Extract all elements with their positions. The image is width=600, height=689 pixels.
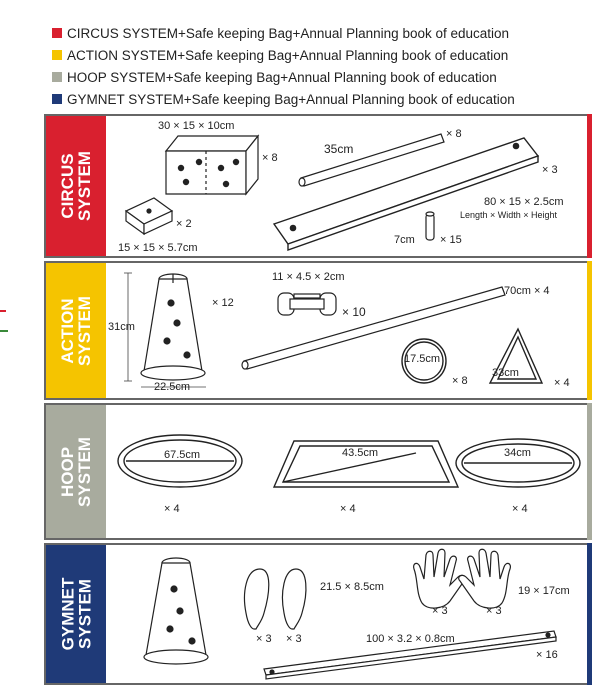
hand-dims-label: 19 × 17cm <box>518 585 570 597</box>
pole-length-label: 35cm <box>324 142 354 156</box>
beam-dims-label: 80 × 15 × 2.5cm <box>484 196 564 208</box>
legend-label: CIRCUS SYSTEM+Safe keeping Bag+Annual Planning book of education <box>67 25 510 41</box>
ladder-dims-label: 100 × 3.2 × 0.8cm <box>366 633 455 645</box>
tab-line: GYMNET <box>58 577 78 651</box>
beam-note-label: Length × Width × Height <box>460 210 558 220</box>
small-block-icon <box>126 198 172 234</box>
stick-label: 70cm × 4 <box>504 285 550 297</box>
peg-length-label: 7cm <box>394 234 415 246</box>
hand-qty-2-label: × 3 <box>486 605 502 617</box>
hoop3-size-label: 34cm <box>504 447 531 459</box>
clip-qty-label: × 10 <box>342 305 366 319</box>
beam-qty-label: × 3 <box>542 164 558 176</box>
legend <box>52 22 515 110</box>
foot-qty-2-label: × 3 <box>286 633 302 645</box>
hand-qty-1-label: × 3 <box>432 605 448 617</box>
gymnet-illustration <box>46 545 594 687</box>
legend-label: ACTION SYSTEM+Safe keeping Bag+Annual Planning book of education <box>67 47 509 63</box>
hoop1-qty-label: × 4 <box>164 503 180 515</box>
hoop-system-panel <box>44 403 592 540</box>
triangle-size-label: 33cm <box>492 367 519 379</box>
hoop2-size-label: 43.5cm <box>342 447 379 459</box>
hoop3-qty-label: × 4 <box>512 503 528 515</box>
hoop-illustration <box>46 405 594 542</box>
hoop1-size-label: 67.5cm <box>164 449 201 461</box>
circus-illustration <box>46 116 594 260</box>
footprint-icon <box>245 569 306 629</box>
action-system-panel <box>44 261 592 400</box>
legend-swatch <box>52 28 62 38</box>
edge-decoration <box>0 270 10 370</box>
tab-line: ACTION <box>58 297 77 364</box>
tab-line: SYSTEM <box>75 436 94 507</box>
oval-hoop-icon <box>118 435 242 487</box>
small-block-dims-label: 15 × 15 × 5.7cm <box>118 242 198 254</box>
peg-icon <box>426 212 434 240</box>
legend-label: GYMNET SYSTEM+Safe keeping Bag+Annual Planning book of education <box>67 91 515 107</box>
foot-qty-1-label: × 3 <box>256 633 272 645</box>
tab-line: SYSTEM <box>75 151 94 221</box>
circus-system-panel <box>44 114 592 258</box>
ladder-qty-label: × 16 <box>536 649 558 661</box>
foot-dims-label: 21.5 × 8.5cm <box>320 581 384 593</box>
block-qty-label: × 8 <box>262 152 278 164</box>
cone-icon <box>141 274 205 380</box>
ring-qty-label: × 8 <box>452 375 468 387</box>
tab-line: SYSTEM <box>75 579 95 649</box>
cone-qty-label: × 12 <box>212 297 234 309</box>
hoop2-qty-label: × 4 <box>340 503 356 515</box>
cone-height-label: 31cm <box>108 321 135 333</box>
block-dims-label: 30 × 15 × 10cm <box>158 120 235 132</box>
tab-line: SYSTEM <box>75 295 94 366</box>
peg-qty-label: × 15 <box>440 234 462 246</box>
tab-line: CIRCUS <box>58 153 77 219</box>
balance-block-icon <box>166 136 258 194</box>
cone-icon <box>144 558 208 664</box>
handprint-icon <box>414 549 511 608</box>
pole-qty-label: × 8 <box>446 128 462 140</box>
clip-dims-label: 11 × 4.5 × 2cm <box>272 271 345 283</box>
legend-swatch <box>52 50 62 60</box>
legend-label: HOOP SYSTEM+Safe keeping Bag+Annual Planning book of education <box>67 69 497 85</box>
ring-size-label: 17.5cm <box>404 353 441 365</box>
legend-item-action <box>52 44 515 66</box>
legend-swatch <box>52 94 62 104</box>
legend-item-circus <box>52 22 515 44</box>
gymnet-system-panel <box>44 543 592 685</box>
cone-base-label: 22.5cm <box>154 381 191 393</box>
small-block-qty-label: × 2 <box>176 218 192 230</box>
tab-line: HOOP <box>58 446 77 497</box>
legend-swatch <box>52 72 62 82</box>
legend-item-gymnet <box>52 88 515 110</box>
clip-icon <box>278 293 336 315</box>
legend-item-hoop <box>52 66 515 88</box>
triangle-qty-label: × 4 <box>554 377 570 389</box>
